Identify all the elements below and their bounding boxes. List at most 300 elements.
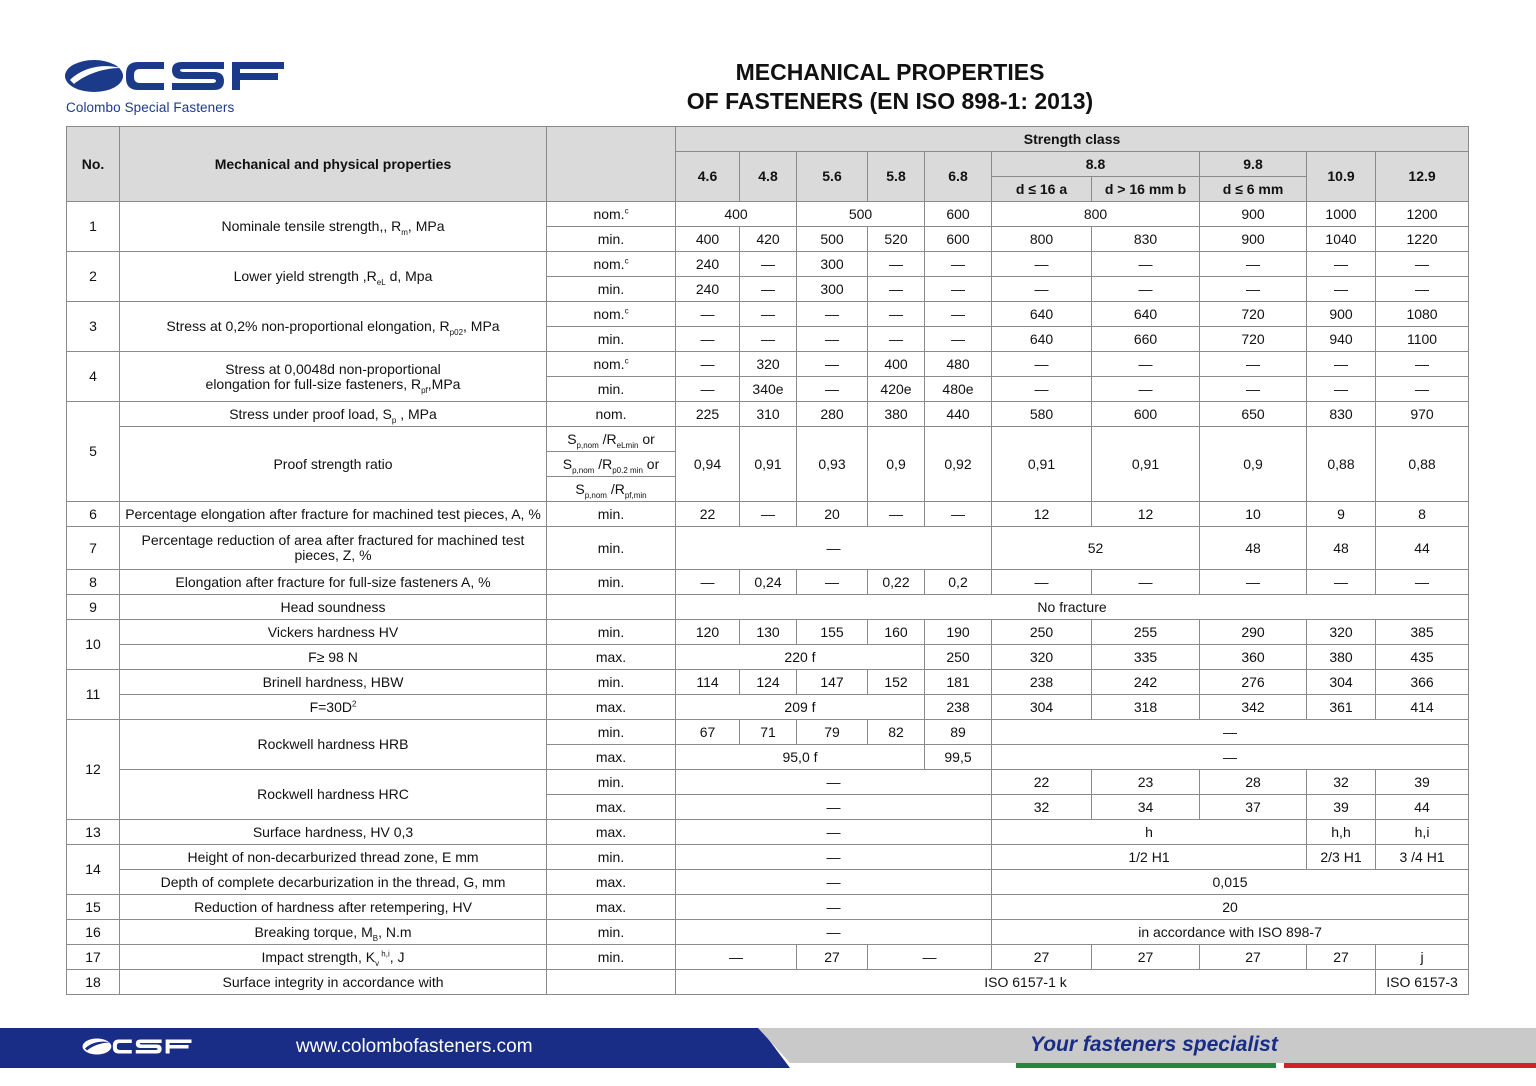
table-cell: — (740, 327, 797, 352)
table-cell: h,i (1376, 820, 1469, 845)
table-cell: 480e (925, 377, 992, 402)
table-cell: 335 (1092, 645, 1200, 670)
table-cell: — (925, 277, 992, 302)
table-cell: 120 (676, 620, 740, 645)
row-label: Nominale tensile strength,, $R_m$, MPa (120, 202, 547, 252)
table-cell: — (797, 570, 868, 595)
table-cell: 276 (1200, 670, 1307, 695)
table-row (67, 720, 1469, 745)
table-cell: 190 (925, 620, 992, 645)
table-cell: 37 (1200, 795, 1307, 820)
table-row (67, 202, 1469, 227)
table-cell: 800 (992, 202, 1200, 227)
table-cell: — (868, 252, 925, 277)
table-cell: 650 (1200, 402, 1307, 427)
table-cell: 0,91 (740, 427, 797, 502)
table-cell: — (740, 277, 797, 302)
logo-tagline: Colombo Special Fasteners (66, 100, 235, 115)
row-condition: max. (547, 820, 676, 845)
table-cell: 385 (1376, 620, 1469, 645)
table-cell: 181 (925, 670, 992, 695)
table-cell: 720 (1200, 302, 1307, 327)
header-class-8-8: 8.8 (992, 152, 1200, 177)
table-cell: 400 (676, 202, 797, 227)
table-cell: h (992, 820, 1307, 845)
table-cell: 152 (868, 670, 925, 695)
table-cell: — (868, 327, 925, 352)
row-no: 9 (67, 595, 120, 620)
table-cell: 660 (1092, 327, 1200, 352)
header-condition (547, 127, 676, 202)
table-cell: — (1092, 277, 1200, 302)
row-condition: $S_{p,nom}$ $/R_{p0.2 min}$ or (547, 452, 676, 477)
row-condition: max. (547, 870, 676, 895)
footer-white-stripe (1276, 1063, 1284, 1068)
table-cell: 600 (925, 202, 992, 227)
mechanical-properties-table (66, 126, 1469, 995)
row-label: Reduction of hardness after retempering, HV (120, 895, 547, 920)
table-cell: — (676, 870, 992, 895)
table-cell: — (1376, 352, 1469, 377)
table-cell: 147 (797, 670, 868, 695)
table-cell: 160 (868, 620, 925, 645)
table-row (67, 970, 1469, 995)
table-cell: 720 (1200, 327, 1307, 352)
table-cell: 400 (676, 227, 740, 252)
table-cell: 1080 (1376, 302, 1469, 327)
row-no: 15 (67, 895, 120, 920)
table-cell: 480 (925, 352, 992, 377)
table-row (67, 302, 1469, 327)
table-cell: 240 (676, 252, 740, 277)
table-cell: 320 (992, 645, 1092, 670)
row-label: Elongation after fracture for full-size fasteners A, % (120, 570, 547, 595)
table-cell: — (1200, 352, 1307, 377)
table-cell: — (1307, 570, 1376, 595)
footer-banner (0, 1028, 1536, 1068)
table-row (67, 770, 1469, 795)
table-cell: — (992, 252, 1092, 277)
row-label: Depth of complete decarburization in the thread, G, mm (120, 870, 547, 895)
row-label: Height of non-decarburized thread zone, E mm (120, 845, 547, 870)
table-row (67, 870, 1469, 895)
header-class-5-6: 5.6 (797, 152, 868, 202)
table-cell: 640 (992, 327, 1092, 352)
table-cell: 440 (925, 402, 992, 427)
table-cell: — (992, 570, 1092, 595)
row-label: Percentage reduction of area after fractured for machined test pieces, Z, % (120, 527, 547, 570)
table-cell: — (1200, 252, 1307, 277)
table-cell: 242 (1092, 670, 1200, 695)
row-condition: min. (547, 527, 676, 570)
table-cell: — (740, 502, 797, 527)
title-line-2: OF FASTENERS (EN ISO 898-1: 2013) (686, 88, 1094, 114)
table-cell: 310 (740, 402, 797, 427)
header-8-8-large: d > 16 mm b (1092, 177, 1200, 202)
table-row (67, 670, 1469, 695)
table-cell: 238 (992, 670, 1092, 695)
table-cell: 640 (992, 302, 1092, 327)
table-cell: 0,93 (797, 427, 868, 502)
table-cell: 0,88 (1307, 427, 1376, 502)
table-cell: — (925, 252, 992, 277)
row-condition: min. (547, 620, 676, 645)
row-no: 14 (67, 845, 120, 895)
table-cell: 0,9 (868, 427, 925, 502)
table-cell: — (1376, 277, 1469, 302)
table-cell: 1220 (1376, 227, 1469, 252)
row-condition (547, 970, 676, 995)
table-cell: 10 (1200, 502, 1307, 527)
table-cell: — (1200, 277, 1307, 302)
row-label: Stress under proof load, $S_p$ , MPa (120, 402, 547, 427)
row-condition: max. (547, 745, 676, 770)
table-cell: 500 (797, 227, 868, 252)
table-cell: 380 (1307, 645, 1376, 670)
table-cell: 420e (868, 377, 925, 402)
header-property: Mechanical and physical properties (120, 127, 547, 202)
table-cell: 435 (1376, 645, 1469, 670)
table-cell: 0,88 (1376, 427, 1469, 502)
table-cell: — (868, 277, 925, 302)
table-cell: — (797, 302, 868, 327)
table-cell: 8 (1376, 502, 1469, 527)
table-row (67, 895, 1469, 920)
header-8-8-small: d ≤ 16 a (992, 177, 1092, 202)
table-cell: 27 (1200, 945, 1307, 970)
row-condition: min. (547, 845, 676, 870)
table-cell: — (676, 845, 992, 870)
table-cell: — (992, 352, 1092, 377)
table-cell: — (797, 352, 868, 377)
table-cell: — (1307, 352, 1376, 377)
table-cell: 48 (1307, 527, 1376, 570)
table-cell: — (1307, 277, 1376, 302)
table-cell: — (1307, 377, 1376, 402)
table-cell: — (676, 770, 992, 795)
table-cell: — (1376, 252, 1469, 277)
csf-logo (64, 56, 294, 120)
row-condition: nom. (547, 402, 676, 427)
row-no: 16 (67, 920, 120, 945)
title-line-1: MECHANICAL PROPERTIES (735, 59, 1045, 85)
table-cell: 22 (992, 770, 1092, 795)
table-cell: — (676, 570, 740, 595)
table-cell: 27 (797, 945, 868, 970)
table-cell: 361 (1307, 695, 1376, 720)
row-label: Stress at 0,2% non-proportional elongation, $R_{p02}$, MPa (120, 302, 547, 352)
table-cell: 318 (1092, 695, 1200, 720)
table-row (67, 845, 1469, 870)
row-label: F≥ 98 N (120, 645, 547, 670)
table-cell: 27 (1092, 945, 1200, 970)
table-cell: 9 (1307, 502, 1376, 527)
table-cell: 414 (1376, 695, 1469, 720)
table-cell: 44 (1376, 527, 1469, 570)
table-cell: — (676, 945, 797, 970)
table-cell: 12 (1092, 502, 1200, 527)
table-cell: 20 (797, 502, 868, 527)
table-cell: 320 (740, 352, 797, 377)
table-row (67, 920, 1469, 945)
footer-slogan: Your fasteners specialist (1030, 1033, 1278, 1056)
table-cell: 0,22 (868, 570, 925, 595)
row-condition: min. (547, 720, 676, 745)
row-condition: min. (547, 227, 676, 252)
table-cell: 22 (676, 502, 740, 527)
row-condition (547, 595, 676, 620)
table-cell: 82 (868, 720, 925, 745)
table-cell: — (676, 820, 992, 845)
row-no: 8 (67, 570, 120, 595)
table-cell: — (992, 745, 1469, 770)
table-row (67, 695, 1469, 720)
table-cell: 500 (797, 202, 925, 227)
table-cell: — (1092, 377, 1200, 402)
table-cell: 250 (925, 645, 992, 670)
table-cell: — (1376, 570, 1469, 595)
table-cell: 970 (1376, 402, 1469, 427)
footer-green-stripe (1016, 1063, 1276, 1068)
table-cell: — (992, 277, 1092, 302)
row-no: 10 (67, 620, 120, 670)
table-cell: — (1200, 377, 1307, 402)
row-label: Surface hardness, HV 0,3 (120, 820, 547, 845)
table-cell: — (676, 377, 740, 402)
table-cell: 225 (676, 402, 740, 427)
table-cell: 640 (1092, 302, 1200, 327)
table-cell: 830 (1092, 227, 1200, 252)
table-cell: 304 (992, 695, 1092, 720)
table-cell: 0,2 (925, 570, 992, 595)
table-cell: h,h (1307, 820, 1376, 845)
table-cell: 124 (740, 670, 797, 695)
table-cell: 52 (992, 527, 1200, 570)
table-row (67, 502, 1469, 527)
table-cell: — (992, 377, 1092, 402)
row-label: Percentage elongation after fracture for machined test pieces, A, % (120, 502, 547, 527)
table-cell: 34 (1092, 795, 1200, 820)
footer-url-link[interactable]: www.colombofasteners.com (296, 1036, 533, 1057)
table-cell: 0,91 (992, 427, 1092, 502)
table-cell: — (676, 920, 992, 945)
row-label: Vickers hardness HV (120, 620, 547, 645)
row-label: Impact strength, $K_v$ $^{h,i}$, J (120, 945, 547, 970)
row-condition: max. (547, 645, 676, 670)
table-cell: 900 (1200, 227, 1307, 252)
table-cell: — (925, 502, 992, 527)
header-class-12-9: 12.9 (1376, 152, 1469, 202)
table-cell: 800 (992, 227, 1092, 252)
row-condition: nom.$^c$ (547, 302, 676, 327)
table-cell: 366 (1376, 670, 1469, 695)
table-cell: — (676, 527, 992, 570)
table-cell: — (797, 327, 868, 352)
table-cell: — (676, 895, 992, 920)
table-cell: — (925, 302, 992, 327)
row-no: 6 (67, 502, 120, 527)
row-condition: $S_{p,nom}$ $/R_{pf,min}$ (547, 477, 676, 502)
csf-logo-mark (64, 56, 289, 98)
table-cell: — (1307, 252, 1376, 277)
table-cell: 67 (676, 720, 740, 745)
row-label: Lower yield strength $,R_{eL}$ d, Mpa (120, 252, 547, 302)
table-cell: 32 (1307, 770, 1376, 795)
table-cell: 0,94 (676, 427, 740, 502)
table-cell: in accordance with ISO 898-7 (992, 920, 1469, 945)
row-no: 5 (67, 402, 120, 502)
table-row (67, 427, 1469, 452)
table-cell: 420 (740, 227, 797, 252)
row-label: Breaking torque, $M_B$, N.m (120, 920, 547, 945)
row-no: 7 (67, 527, 120, 570)
row-no: 4 (67, 352, 120, 402)
table-cell: — (676, 352, 740, 377)
row-condition: nom.$^c$ (547, 202, 676, 227)
row-label: Brinell hardness, HBW (120, 670, 547, 695)
table-cell: 0,92 (925, 427, 992, 502)
row-condition: max. (547, 895, 676, 920)
table-cell: 39 (1307, 795, 1376, 820)
table-cell: — (868, 502, 925, 527)
header-class-4-8: 4.8 (740, 152, 797, 202)
table-cell: ISO 6157-1 k (676, 970, 1376, 995)
table-row (67, 945, 1469, 970)
header-class-10-9: 10.9 (1307, 152, 1376, 202)
table-cell: 48 (1200, 527, 1307, 570)
table-row (67, 620, 1469, 645)
table-cell: 940 (1307, 327, 1376, 352)
table-cell: 1100 (1376, 327, 1469, 352)
table-cell: — (676, 327, 740, 352)
table-cell: 95,0 f (676, 745, 925, 770)
table-cell: — (1376, 377, 1469, 402)
table-cell: 320 (1307, 620, 1376, 645)
table-cell: 238 (925, 695, 992, 720)
table-cell: 342 (1200, 695, 1307, 720)
row-condition: nom.$^c$ (547, 352, 676, 377)
row-no: 18 (67, 970, 120, 995)
header-strength-class: Strength class (676, 127, 1469, 152)
table-cell: 0,015 (992, 870, 1469, 895)
row-condition: $S_{p,nom}$ $/R_{eLmin}$ or (547, 427, 676, 452)
table-cell: 830 (1307, 402, 1376, 427)
table-cell: 0,9 (1200, 427, 1307, 502)
table-cell: 280 (797, 402, 868, 427)
row-condition: min. (547, 770, 676, 795)
row-condition: min. (547, 277, 676, 302)
table-cell: 300 (797, 277, 868, 302)
table-cell: 290 (1200, 620, 1307, 645)
table-cell: 1040 (1307, 227, 1376, 252)
table-row (67, 252, 1469, 277)
row-label: Stress at 0,0048d non-proportional elongation for full-size fasteners, $R_{pf},MPa$ (120, 352, 547, 402)
row-no: 17 (67, 945, 120, 970)
table-cell: 900 (1307, 302, 1376, 327)
row-label: Head soundness (120, 595, 547, 620)
table-cell: j (1376, 945, 1469, 970)
table-cell: 1000 (1307, 202, 1376, 227)
table-cell: — (868, 945, 992, 970)
table-cell: 114 (676, 670, 740, 695)
table-cell: 304 (1307, 670, 1376, 695)
table-cell: 255 (1092, 620, 1200, 645)
table-cell: 79 (797, 720, 868, 745)
table-cell: 155 (797, 620, 868, 645)
table-cell: — (740, 252, 797, 277)
row-condition: min. (547, 920, 676, 945)
row-no: 2 (67, 252, 120, 302)
table-cell: 28 (1200, 770, 1307, 795)
table-cell: 39 (1376, 770, 1469, 795)
table-cell: — (868, 302, 925, 327)
table-cell: — (1200, 570, 1307, 595)
row-label: Rockwell hardness HRB (120, 720, 547, 770)
table-cell: 32 (992, 795, 1092, 820)
table-cell: 580 (992, 402, 1092, 427)
table-cell: 130 (740, 620, 797, 645)
footer-csf-logo (82, 1036, 194, 1058)
header-class-6-8: 6.8 (925, 152, 992, 202)
header-9-8-sub: d ≤ 6 mm (1200, 177, 1307, 202)
table-cell: 360 (1200, 645, 1307, 670)
table-cell: 220 f (676, 645, 925, 670)
table-cell: 0,91 (1092, 427, 1200, 502)
table-cell: 380 (868, 402, 925, 427)
table-cell: 400 (868, 352, 925, 377)
table-cell: ISO 6157-3 (1376, 970, 1469, 995)
header-class-9-8: 9.8 (1200, 152, 1307, 177)
row-condition: min. (547, 670, 676, 695)
table-cell: — (740, 302, 797, 327)
table-cell: — (925, 327, 992, 352)
row-condition: max. (547, 695, 676, 720)
table-cell: 27 (992, 945, 1092, 970)
table-cell: 27 (1307, 945, 1376, 970)
table-cell: — (992, 720, 1469, 745)
row-condition: min. (547, 377, 676, 402)
row-label: $F=30D^2$ (120, 695, 547, 720)
row-condition: min. (547, 502, 676, 527)
table-row (67, 352, 1469, 377)
table-cell: 3 /4 H1 (1376, 845, 1469, 870)
table-row (67, 527, 1469, 570)
table-cell: 209 f (676, 695, 925, 720)
table-cell: 12 (992, 502, 1092, 527)
table-cell: 600 (1092, 402, 1200, 427)
table-row (67, 595, 1469, 620)
row-label: Proof strength ratio (120, 427, 547, 502)
row-condition: max. (547, 795, 676, 820)
footer-red-stripe (1284, 1063, 1536, 1068)
row-no: 3 (67, 302, 120, 352)
table-cell: 250 (992, 620, 1092, 645)
page-title (560, 58, 1220, 116)
row-label: Surface integrity in accordance with (120, 970, 547, 995)
table-cell: — (676, 302, 740, 327)
table-cell: 44 (1376, 795, 1469, 820)
row-label: Rockwell hardness HRC (120, 770, 547, 820)
table-row (67, 402, 1469, 427)
header-row-1 (67, 127, 1469, 152)
table-cell: 600 (925, 227, 992, 252)
row-no: 11 (67, 670, 120, 720)
table-cell: 1200 (1376, 202, 1469, 227)
table-cell: — (1092, 570, 1200, 595)
table-cell: 300 (797, 252, 868, 277)
row-no: 13 (67, 820, 120, 845)
table-row (67, 645, 1469, 670)
